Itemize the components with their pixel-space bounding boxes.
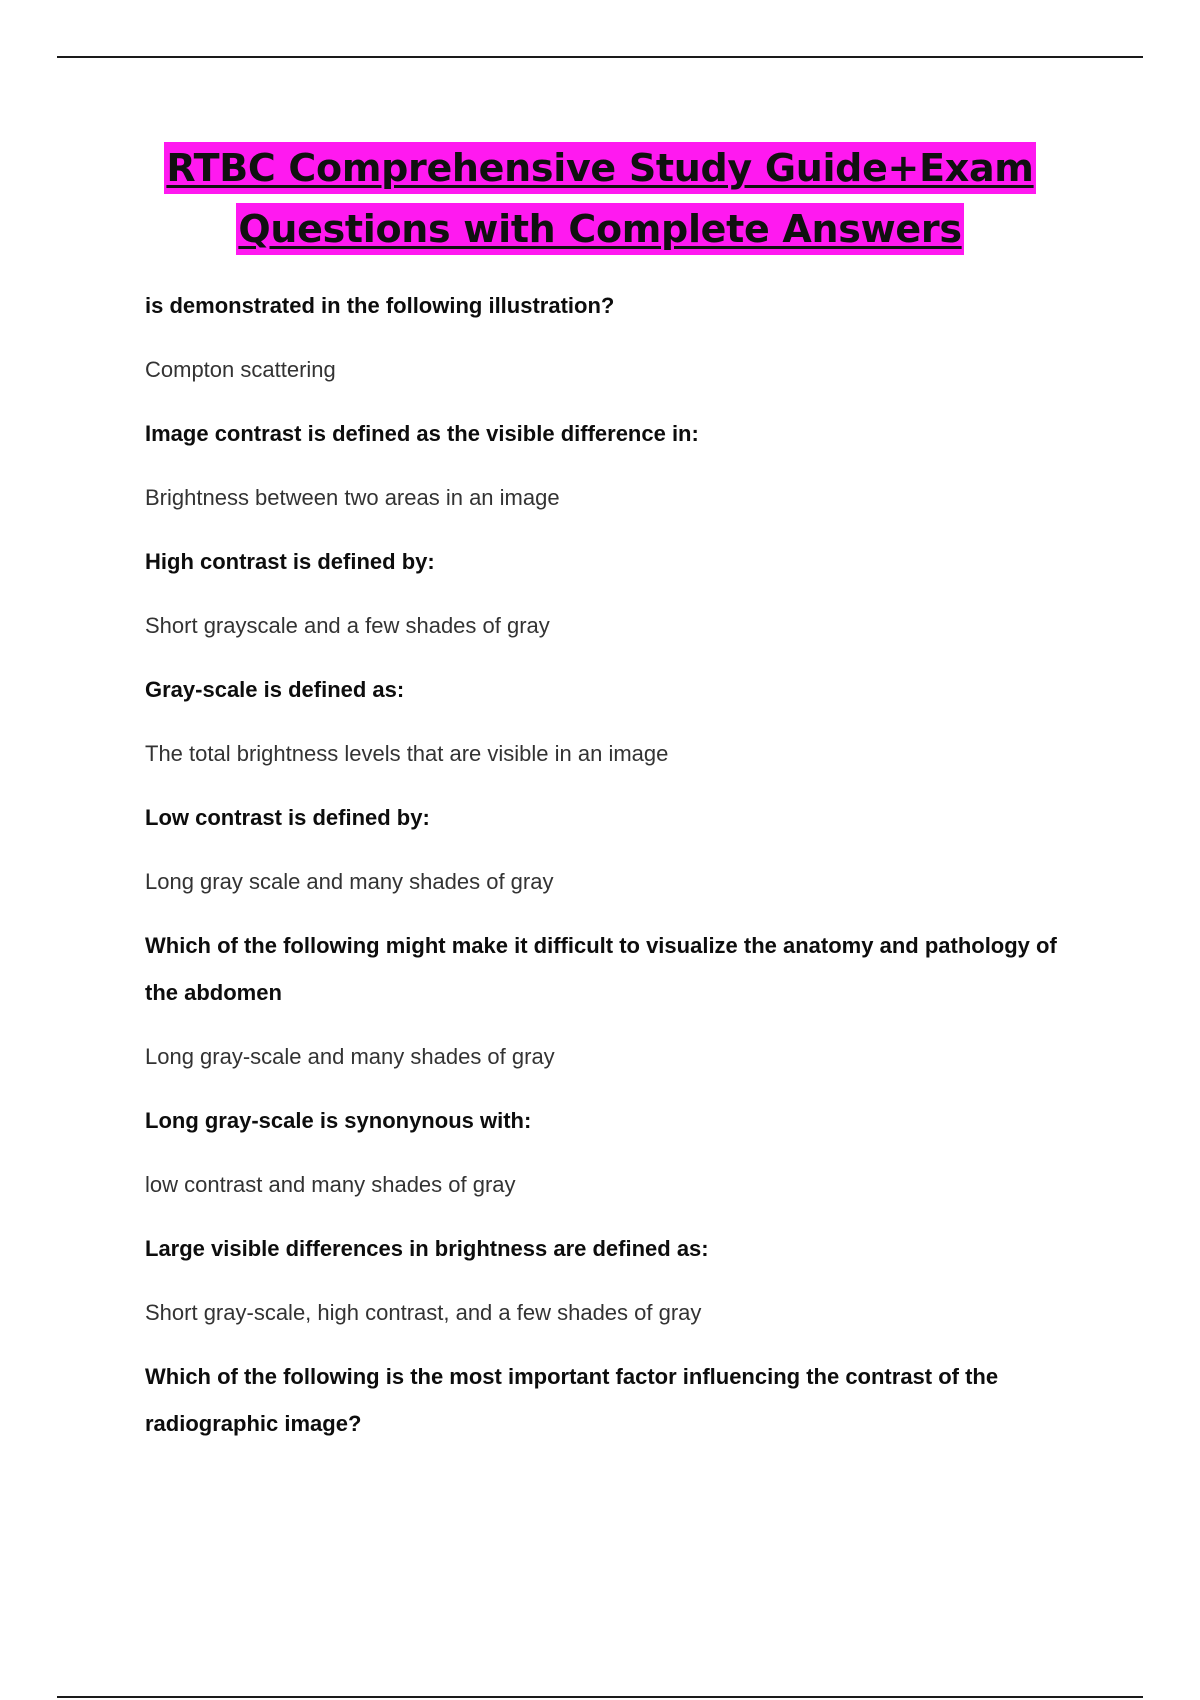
answer-8: Short gray-scale, high contrast, and a few shades of gray (145, 1300, 702, 1325)
question-9: Which of the following is the most important factor influencing the contrast of the radiographic image? (145, 1364, 999, 1436)
answer-6: Long gray-scale and many shades of gray (145, 1044, 555, 1069)
question-2: Image contrast is defined as the visible difference in: (145, 421, 699, 446)
title-line-2: Questions with Complete Answers (236, 203, 963, 255)
header-rule (57, 56, 1143, 58)
question-4: Gray-scale is defined as: (145, 677, 405, 702)
title-line-1: RTBC Comprehensive Study Guide+Exam (164, 142, 1035, 194)
answer-5: Long gray scale and many shades of gray (145, 869, 554, 894)
answer-4: The total brightness levels that are visible in an image (145, 741, 669, 766)
qa-list (145, 282, 1085, 1464)
footer-rule (57, 1696, 1143, 1698)
question-3: High contrast is defined by: (145, 549, 435, 574)
question-1: is demonstrated in the following illustration? (145, 293, 615, 318)
question-5: Low contrast is defined by: (145, 805, 430, 830)
question-6: Which of the following might make it difficult to visualize the anatomy and pathology of the abdomen (145, 933, 1057, 1005)
answer-3: Short grayscale and a few shades of gray (145, 613, 550, 638)
question-7: Long gray-scale is synonynous with: (145, 1108, 532, 1133)
answer-7: low contrast and many shades of gray (145, 1172, 516, 1197)
answer-2: Brightness between two areas in an image (145, 485, 560, 510)
question-8: Large visible differences in brightness are defined as: (145, 1236, 709, 1261)
document-title (0, 142, 1200, 255)
answer-1: Compton scattering (145, 357, 336, 382)
